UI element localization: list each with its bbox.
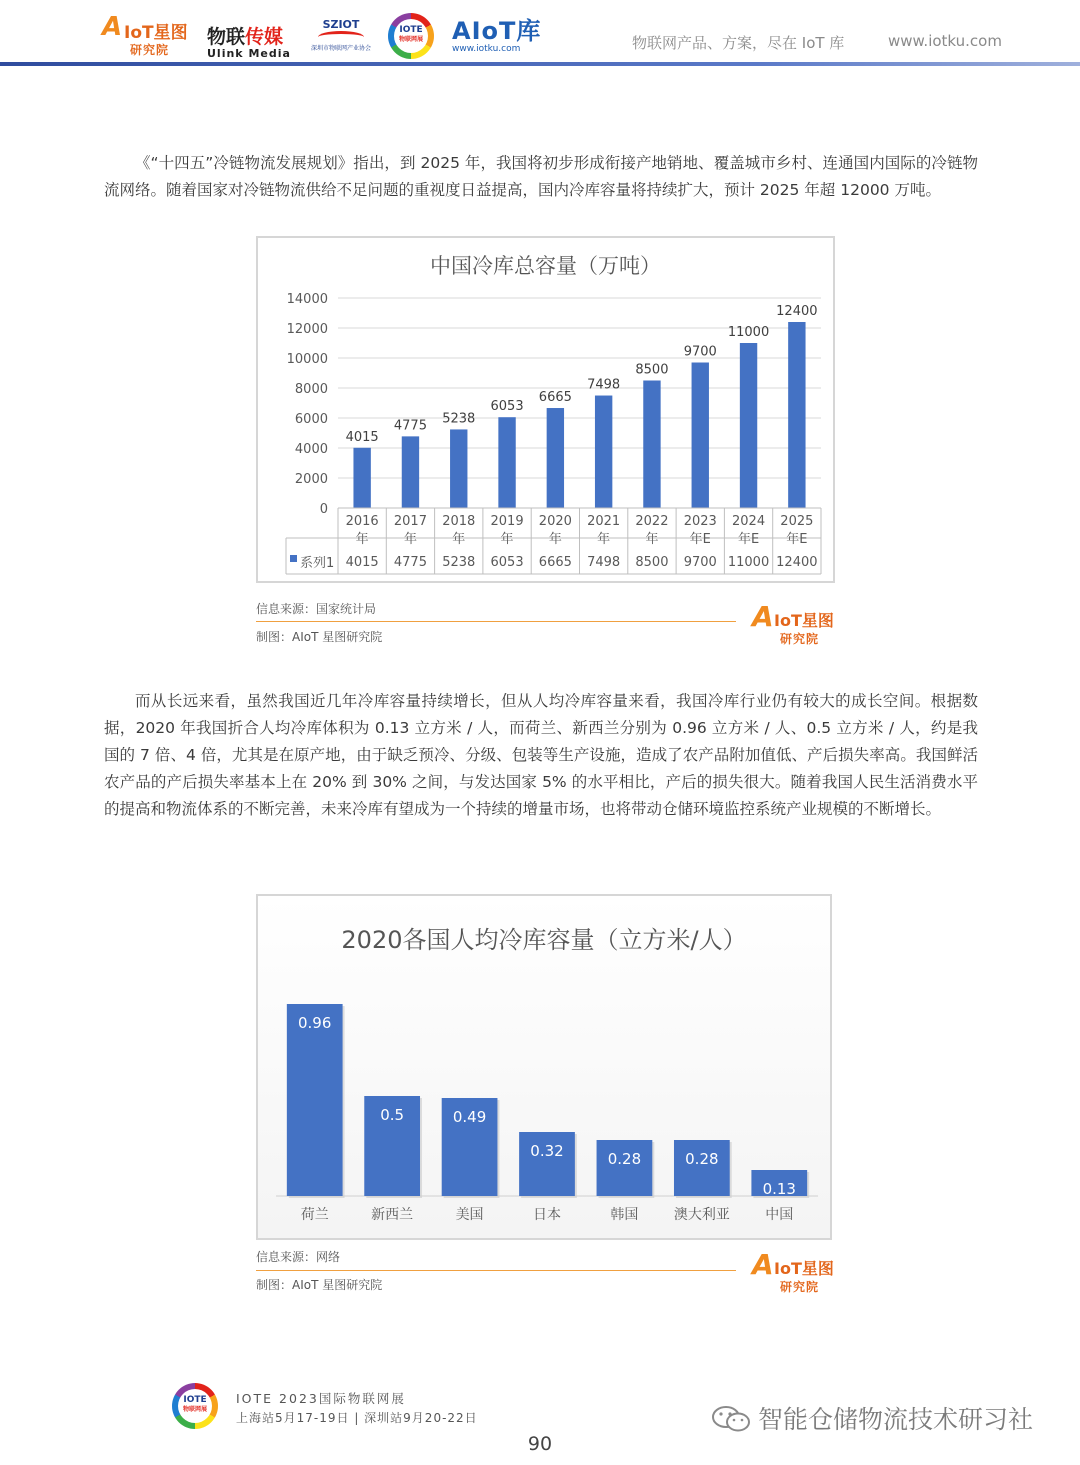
category-label: 年: [645, 532, 659, 547]
category-label: 2022: [635, 514, 669, 529]
bar: [740, 343, 757, 508]
legend-swatch: [290, 555, 297, 562]
data-label: 4775: [393, 418, 427, 434]
data-label: 7498: [587, 377, 621, 393]
category-label: 韩国: [610, 1207, 639, 1223]
data-label: 0.49: [452, 1108, 487, 1126]
category-label: 年: [403, 532, 417, 547]
chart1-maker: 制图：AIoT 星图研究院: [256, 630, 383, 644]
category-label: 年: [548, 532, 562, 547]
chart-per-capita-cold-storage: [256, 894, 832, 1240]
expo-dates: 上海站5月17-19日 | 深圳站9月20-22日: [236, 1411, 478, 1425]
chart2-source: 信息来源：网络: [256, 1250, 341, 1264]
data-label: 8500: [635, 362, 669, 378]
bar: [692, 363, 709, 509]
bar: [450, 429, 467, 508]
chart2-plot: [258, 896, 830, 1238]
data-label: 0.32: [530, 1142, 564, 1160]
chart2-maker: 制图：AIoT 星图研究院: [256, 1278, 383, 1292]
bar: [597, 1140, 653, 1196]
chart-cold-storage-capacity: [256, 236, 835, 583]
bar: [788, 322, 805, 508]
chart2-title: 2020各国人均冷库容量（立方米/人）: [341, 926, 747, 954]
expo-title: IOTE 2023国际物联网展: [236, 1391, 406, 1406]
analysis-paragraph: 而从长远来看，虽然我国近几年冷库容量持续增长，但从人均冷库容量来看，我国冷库行业仍有较大的成长空间。根据数据，2020 年我国折合人均冷库体积为 0.13 立方米 / 人，而荷兰、新西兰分别为 0.96 立方米 / 人、0.5 立方米 / 人，约是我国的 7 倍、4 倍，尤其是在原产地，由于缺乏预冷、分级、包装等生产设施，造成了农产品附加值低、产后损失率高。我国鲜活农产品的产后损失率基本上在 20% 到 30% 之间，与发达国家 5% 的水平相比，产后的损失很大。随着我国人民生活消费水平的提高和物流体系的不断完善，未来冷库有望成为一个持续的增量市场，也将带动仓储环境监控系统产业规模的不断增长。: [104, 692, 978, 818]
y-tick-label: 2000: [294, 472, 328, 487]
category-label: 2025: [780, 514, 814, 529]
bar: [402, 436, 419, 508]
category-label: 年E: [689, 532, 711, 547]
category-label: 中国: [765, 1207, 794, 1223]
category-label: 2021: [587, 514, 621, 529]
chart1-title: 中国冷库总容量（万吨）: [430, 254, 661, 278]
data-label: 6053: [490, 399, 524, 415]
bar: [595, 396, 612, 508]
y-tick-label: 8000: [294, 382, 328, 397]
iote-footer-logo: IOTE 物联网展: [172, 1383, 218, 1429]
bar: [498, 417, 515, 508]
table-value: 4775: [393, 555, 427, 570]
intro-paragraph: 《“十四五”冷链物流发展规划》指出，到 2025 年，我国将初步形成衔接产地销地、覆盖城市乡村、连通国内国际的冷链物流网络。随着国家对冷链物流供给不足问题的重视度日益提高，国内冷库容量将持续扩大，预计 2025 年超 12000 万吨。: [104, 154, 978, 199]
chart1-plot: [258, 238, 833, 581]
table-value: 12400: [776, 555, 818, 570]
category-label: 荷兰: [300, 1207, 329, 1223]
category-label: 2023: [683, 514, 717, 529]
data-label: 0.13: [762, 1180, 796, 1198]
table-value: 8500: [635, 555, 669, 570]
category-label: 美国: [455, 1207, 484, 1223]
aiot-research-logo: A IoT星图 研究院: [752, 1248, 834, 1294]
bar: [674, 1140, 730, 1196]
page-header: [0, 0, 1080, 68]
category-label: 2019: [490, 514, 524, 529]
y-tick-label: 12000: [286, 322, 328, 337]
category-label: 新西兰: [371, 1207, 414, 1223]
data-label: 0.28: [685, 1150, 719, 1168]
category-label: 年E: [786, 532, 808, 547]
y-tick-label: 0: [319, 502, 328, 517]
data-label: 11000: [727, 325, 770, 340]
chart1-source: 信息来源：国家统计局: [256, 602, 377, 616]
category-label: 2024: [732, 514, 766, 529]
chart2-caption-rule: [256, 1270, 736, 1271]
category-label: 年: [452, 532, 466, 547]
table-value: 7498: [587, 555, 621, 570]
data-label: 0.5: [380, 1106, 405, 1124]
y-tick-label: 4000: [294, 442, 328, 457]
data-label: 0.96: [298, 1014, 332, 1032]
header-divider: [0, 62, 1080, 66]
table-value: 9700: [683, 555, 717, 570]
header-slogan: 物联网产品、方案，尽在 IoT 库: [632, 34, 845, 52]
chart1-caption-rule: [256, 621, 736, 622]
category-label: 年: [355, 532, 369, 547]
category-label: 年: [500, 532, 514, 547]
sziot-logo: SZIOT 深圳市物联网产业协会: [310, 18, 371, 52]
table-value: 11000: [727, 555, 770, 570]
page-number: 90: [527, 1433, 553, 1455]
bar: [353, 448, 370, 508]
wechat-icon: [710, 1404, 754, 1434]
bar: [287, 1004, 343, 1196]
aiot-research-logo: A IoT星图 研究院: [752, 600, 834, 646]
header-website-link[interactable]: www.iotku.com: [888, 32, 1002, 50]
data-label: 0.28: [607, 1150, 642, 1168]
category-label: 2018: [442, 514, 476, 529]
iote-logo: IOTE 物联网展: [388, 13, 434, 59]
legend-label: 系列1: [300, 556, 335, 571]
category-label: 2020: [538, 514, 572, 529]
table-value: 6053: [490, 555, 524, 570]
data-label: 5238: [442, 411, 476, 427]
category-label: 年E: [737, 532, 760, 547]
data-label: 4015: [345, 429, 379, 445]
data-label: 12400: [776, 304, 818, 319]
bar: [643, 381, 660, 509]
data-label: 9700: [683, 344, 717, 360]
table-value: 4015: [345, 555, 379, 570]
data-label: 6665: [538, 390, 572, 406]
bar: [547, 408, 564, 508]
aiot-research-logo: A IoT星图 研究院: [102, 12, 188, 57]
category-label: 日本: [533, 1207, 561, 1223]
y-tick-label: 10000: [286, 352, 328, 367]
y-tick-label: 6000: [294, 412, 328, 427]
category-label: 2017: [393, 514, 427, 529]
wechat-watermark: 智能仓储物流技术研习社: [758, 1405, 1034, 1434]
category-label: 澳大利亚: [673, 1207, 730, 1223]
table-value: 5238: [442, 555, 476, 570]
category-label: 年: [597, 532, 611, 547]
aiotku-logo: AIoT库 www.iotku.com: [452, 17, 542, 54]
y-tick-label: 14000: [286, 292, 328, 307]
category-label: 2016: [345, 514, 379, 529]
ulink-media-logo: 物联传媒 Ulink Media: [207, 26, 291, 60]
table-value: 6665: [538, 555, 572, 570]
